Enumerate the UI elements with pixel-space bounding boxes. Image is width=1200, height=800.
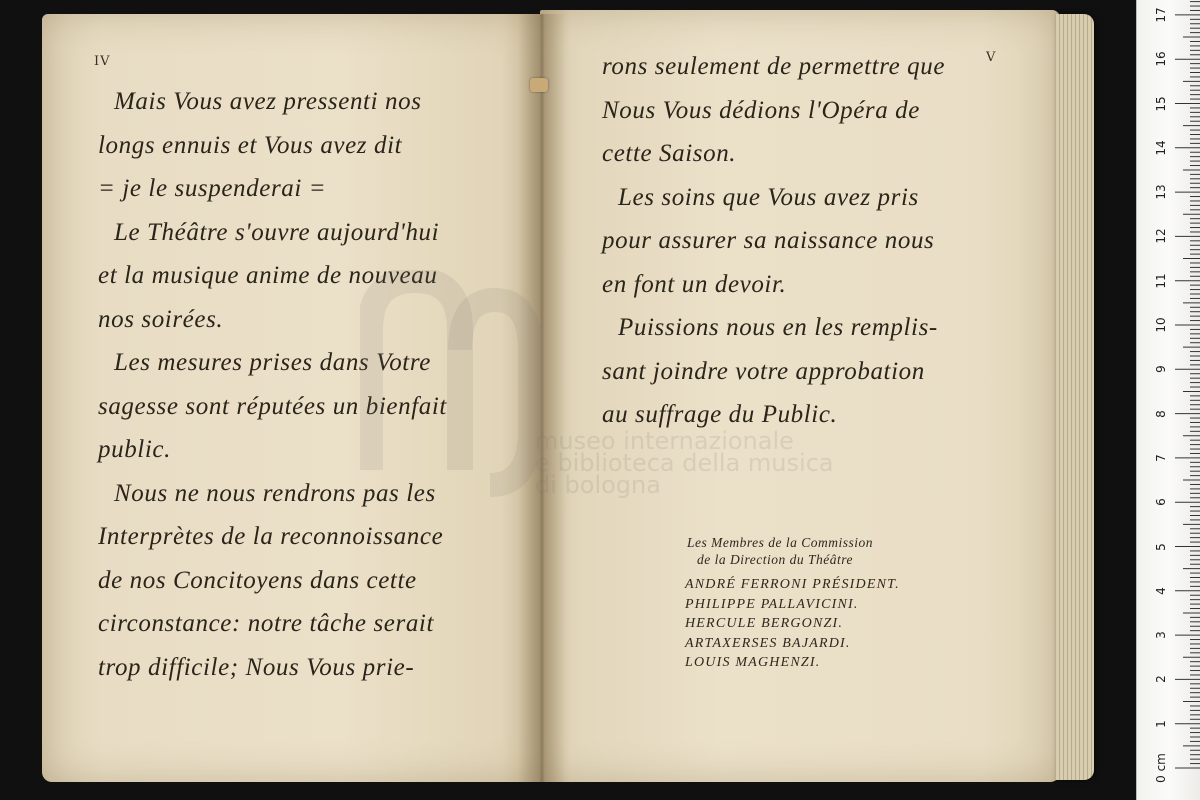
signature-intro-line: de la Direction du Théâtre <box>697 552 853 567</box>
left-page <box>42 14 542 782</box>
ruler-number: 3 <box>1154 631 1168 639</box>
left-page-text <box>98 80 488 689</box>
ruler-number: 10 <box>1154 317 1168 333</box>
text-line: = je le suspenderai = <box>98 175 327 202</box>
ruler-number: 13 <box>1154 184 1168 200</box>
book-spine-shadow <box>518 14 566 782</box>
text-line: Les soins que Vous avez pris <box>618 183 919 211</box>
ruler-number: 16 <box>1154 51 1168 67</box>
ruler-number: 2 <box>1154 675 1168 684</box>
signatory-name: ARTAXERSES BAJARDI. <box>685 635 851 651</box>
ruler-number: 6 <box>1154 498 1168 507</box>
ruler-number: 15 <box>1154 95 1168 112</box>
ruler-number: 17 <box>1154 7 1168 23</box>
ruler-number: 14 <box>1154 140 1168 156</box>
text-line: sant joindre votre approbation <box>602 357 925 385</box>
text-line: Nous Vous dédions l'Opéra de <box>602 96 920 124</box>
text-line: nos soirées. <box>98 305 224 333</box>
ruler-number: 7 <box>1154 454 1168 462</box>
text-line: pour assurer sa naissance nous <box>602 227 935 254</box>
signatory-name: HERCULE BERGONZI. <box>685 616 844 631</box>
signatory-name: ANDRÉ FERRONI PRÉSIDENT. <box>685 577 900 592</box>
text-line: trop difficile; Nous Vous prie- <box>98 653 415 681</box>
signature-block <box>685 534 1015 673</box>
ruler-number: 8 <box>1154 409 1168 418</box>
text-line: Nous ne nous rendrons pas les <box>114 479 436 507</box>
right-page <box>540 10 1060 782</box>
ruler-ticks <box>1137 0 1200 800</box>
signatory-name: LOUIS MAGHENZI. <box>685 655 821 670</box>
text-line: au suffrage du Public. <box>602 401 838 428</box>
text-line: sagesse sont réputées un bienfait <box>98 392 447 420</box>
left-page-number: IV <box>94 54 111 69</box>
text-line: rons seulement de permettre que <box>602 53 946 80</box>
text-line: Le Théâtre s'ouvre aujourd'hui <box>114 218 440 246</box>
page-edges <box>1056 14 1094 780</box>
ruler-number: 11 <box>1154 273 1168 289</box>
measurement-ruler <box>1136 0 1200 800</box>
ruler-number: 4 <box>1154 586 1168 595</box>
text-line: Puissions nous en les remplis- <box>618 314 938 341</box>
text-line: circonstance: notre tâche serait <box>98 610 435 637</box>
text-line: Interprètes de la reconnoissance <box>98 523 444 550</box>
ruler-number: 0 cm <box>1154 753 1168 783</box>
text-line: public. <box>98 436 171 463</box>
text-line: et la musique anime de nouveau <box>98 262 438 289</box>
binding-thread <box>530 78 548 92</box>
signature-intro-line: Les Membres de la Commission <box>687 535 873 550</box>
text-line: cette Saison. <box>602 140 737 167</box>
ruler-number: 12 <box>1154 228 1168 245</box>
ruler-number: 1 <box>1154 719 1168 728</box>
ruler-number: 5 <box>1154 542 1168 551</box>
text-line: Mais Vous avez pressenti nos <box>114 88 422 115</box>
text-line: longs ennuis et Vous avez dit <box>98 131 403 159</box>
signature-intro <box>685 534 1015 568</box>
signatory-name: PHILIPPE PALLAVICINI. <box>685 596 859 612</box>
text-line: en font un devoir. <box>602 270 787 298</box>
signatory-list <box>685 575 1015 673</box>
right-page-text <box>602 45 1002 437</box>
ruler-number: 9 <box>1154 365 1168 374</box>
text-line: Les mesures prises dans Votre <box>114 349 431 376</box>
text-line: de nos Concitoyens dans cette <box>98 566 417 594</box>
right-page-number: V <box>986 50 997 65</box>
